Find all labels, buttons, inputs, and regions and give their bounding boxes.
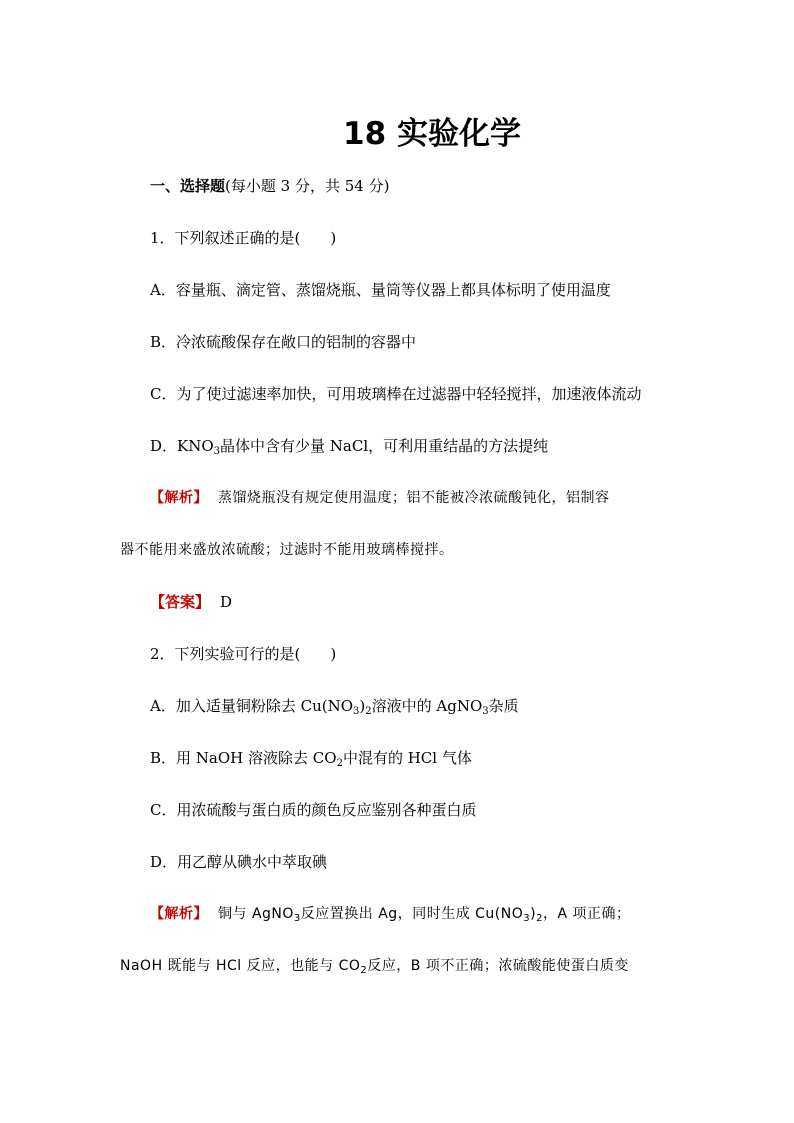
q1-analysis-text1: 蒸馏烧瓶没有规定使用温度；铝不能被冷浓硫酸钝化，铝制容 <box>218 490 610 506</box>
q2-analysis-2a: NaOH 既能与 HCl 反应，也能与 CO <box>120 958 361 974</box>
q2-option-a-sub1: 3 <box>353 706 360 717</box>
q2-option-a-4: 杂质 <box>488 697 519 715</box>
q2-option-b-2: 中混有的 HCl 气体 <box>342 749 472 767</box>
q2-option-c: C．用浓硫酸与蛋白质的颜色反应鉴别各种蛋白质 <box>150 801 477 819</box>
q1-option-d-pre: D．KNO <box>150 437 214 455</box>
q1-option-b: B．冷浓硫酸保存在敞口的铝制的容器中 <box>150 333 417 351</box>
q2-analysis-1s1: 3 <box>293 913 301 924</box>
q1-answer <box>150 592 232 612</box>
q1-option-d-sub: 3 <box>213 446 221 457</box>
q2-option-b <box>150 748 472 768</box>
q1-analysis-tag: 【解析】 <box>150 490 208 506</box>
q2-analysis-1b: 反应置换出 Ag，同时生成 Cu(NO <box>300 906 524 922</box>
q1-analysis-line2: 器不能用来盛放浓硫酸；过滤时不能用玻璃棒搅拌。 <box>120 542 454 558</box>
q2-option-a-2: ) <box>359 697 366 715</box>
section-note: (每小题 3 分，共 54 分) <box>225 177 390 195</box>
q1-answer-tag: 【答案】 <box>150 593 211 611</box>
q1-answer-value: D <box>220 593 233 611</box>
q2-option-d: D．用乙醇从碘水中萃取碘 <box>150 853 328 871</box>
q2-option-a <box>150 696 519 716</box>
q1-option-a: A．容量瓶、滴定管、蒸馏烧瓶、量筒等仪器上都具体标明了使用温度 <box>150 281 611 299</box>
q2-analysis-line2 <box>120 956 629 976</box>
q2-analysis-2b: 反应，B 项不正确；浓硫酸能使蛋白质变 <box>367 958 629 974</box>
q1-option-d <box>150 436 548 456</box>
q2-analysis-1s2: 3 <box>523 913 531 924</box>
section-heading <box>150 176 389 196</box>
q2-analysis-1s3: 2 <box>536 913 543 924</box>
q2-option-b-1: B．用 NaOH 溶液除去 CO <box>150 749 337 767</box>
section-heading-label: 一、选择题 <box>150 177 226 195</box>
page-title: 18 实验化学 <box>343 116 521 152</box>
q1-option-d-post: 晶体中含有少量 NaCl，可利用重结晶的方法提纯 <box>220 437 549 455</box>
q2-analysis-1d: ，A 项正确； <box>542 906 631 922</box>
q2-option-a-sub2: 2 <box>365 706 372 717</box>
q2-option-b-sub: 2 <box>336 758 343 769</box>
q2-analysis-line1 <box>150 904 631 924</box>
q1-option-c: C．为了使过滤速率加快，可用玻璃棒在过滤器中轻轻搅拌，加速液体流动 <box>150 385 642 403</box>
q1-stem: 1．下列叙述正确的是( ) <box>150 229 337 247</box>
q1-analysis-line1 <box>150 488 610 508</box>
q2-analysis-2s: 2 <box>360 965 368 976</box>
q2-option-a-1: A．加入适量铜粉除去 Cu(NO <box>150 697 354 715</box>
q2-analysis-1a: 铜与 AgNO <box>218 906 294 922</box>
q2-option-a-sub3: 3 <box>482 706 489 717</box>
q2-analysis-tag: 【解析】 <box>150 906 208 922</box>
q2-stem: 2．下列实验可行的是( ) <box>150 645 337 663</box>
q2-analysis-1c: ) <box>530 906 537 922</box>
q2-option-a-3: 溶液中的 AgNO <box>371 697 483 715</box>
